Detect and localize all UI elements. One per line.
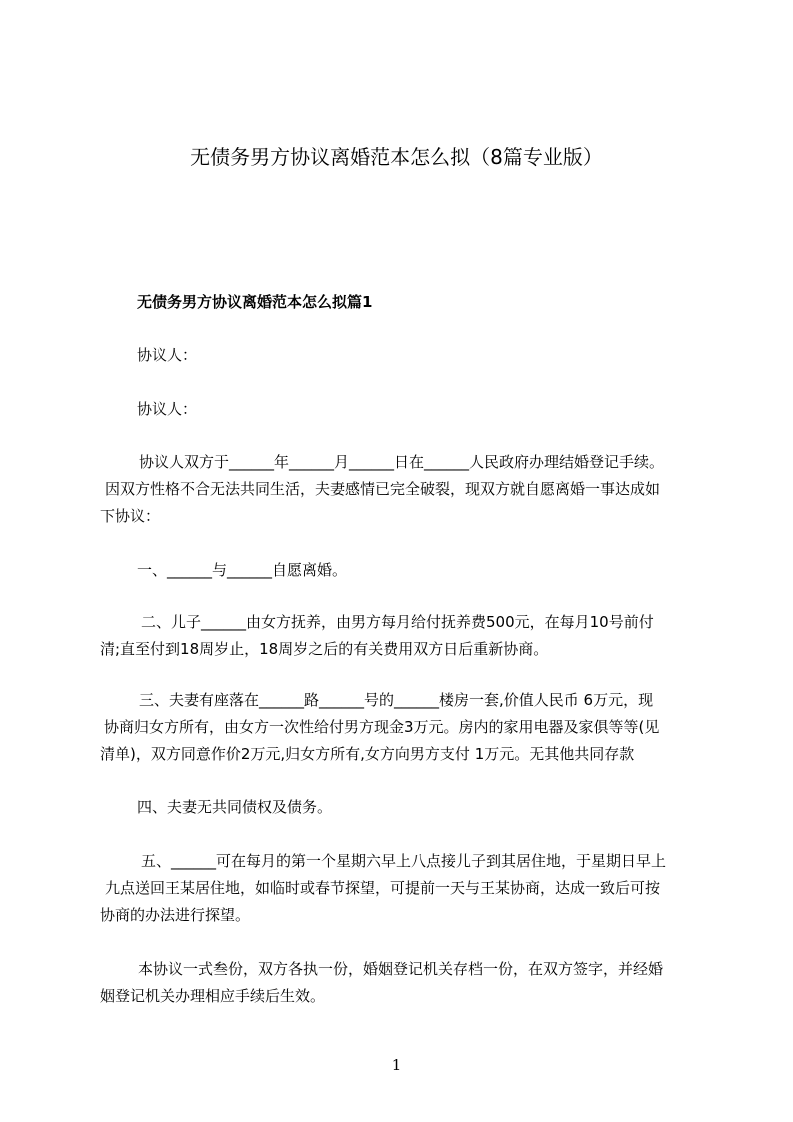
section-heading: 无债务男方协议离婚范本怎么拟篇1 bbox=[137, 293, 373, 311]
clause-2-line: 清;直至付到18周岁止，18周岁之后的有关费用双方日后重新协商。 bbox=[100, 640, 549, 658]
clause-5-line: 五、______可在每月的第一个星期六早上八点接儿子到其居住地，于星期日早上 bbox=[141, 852, 667, 870]
preamble-paragraph bbox=[100, 450, 698, 530]
clause-2-paragraph bbox=[100, 610, 698, 662]
page-number: 1 bbox=[391, 1056, 402, 1074]
closing-line: 姻登记机关办理相应手续后生效。 bbox=[100, 987, 326, 1005]
clause-3-paragraph bbox=[100, 688, 698, 768]
clause-1: 一、______与______自愿离婚。 bbox=[137, 561, 348, 579]
party-label-2: 协议人： bbox=[137, 400, 198, 418]
document-title: 无债务男方协议离婚范本怎么拟（8篇专业版） bbox=[190, 145, 603, 169]
closing-line: 本协议一式叁份，双方各执一份，婚姻登记机关存档一份，在双方签字，并经婚 bbox=[138, 960, 664, 978]
preamble-line: 因双方性格不合无法共同生活，夫妻感情已完全破裂，现双方就自愿离婚一事达成如 bbox=[105, 480, 661, 498]
clause-5-line: 九点送回王某居住地，如临时或春节探望，可提前一天与王某协商，达成一致后可按 bbox=[105, 879, 661, 897]
closing-paragraph bbox=[100, 957, 698, 1009]
clause-5-line: 协商的办法进行探望。 bbox=[100, 906, 251, 924]
clause-5-paragraph bbox=[100, 849, 698, 929]
clause-3-line: 协商归女方所有，由女方一次性给付男方现金3万元。房内的家用电器及家俱等等(见 bbox=[104, 718, 660, 736]
preamble-line: 下协议： bbox=[100, 507, 161, 525]
party-label-1: 协议人： bbox=[137, 346, 198, 364]
clause-4: 四、夫妻无共同债权及债务。 bbox=[137, 798, 333, 816]
clause-3-line: 清单)，双方同意作价2万元,归女方所有,女方向男方支付 1万元。无其他共同存款 bbox=[100, 745, 635, 763]
clause-3-line: 三、夫妻有座落在______路______号的______楼房一套,价值人民币 6万元，现 bbox=[139, 691, 654, 709]
clause-2-line: 二、儿子______由女方抚养，由男方每月给付抚养费500元，在每月10号前付 bbox=[141, 613, 654, 631]
preamble-line: 协议人双方于______年______月______日在______人民政府办理结婚登记手续。 bbox=[139, 453, 665, 471]
